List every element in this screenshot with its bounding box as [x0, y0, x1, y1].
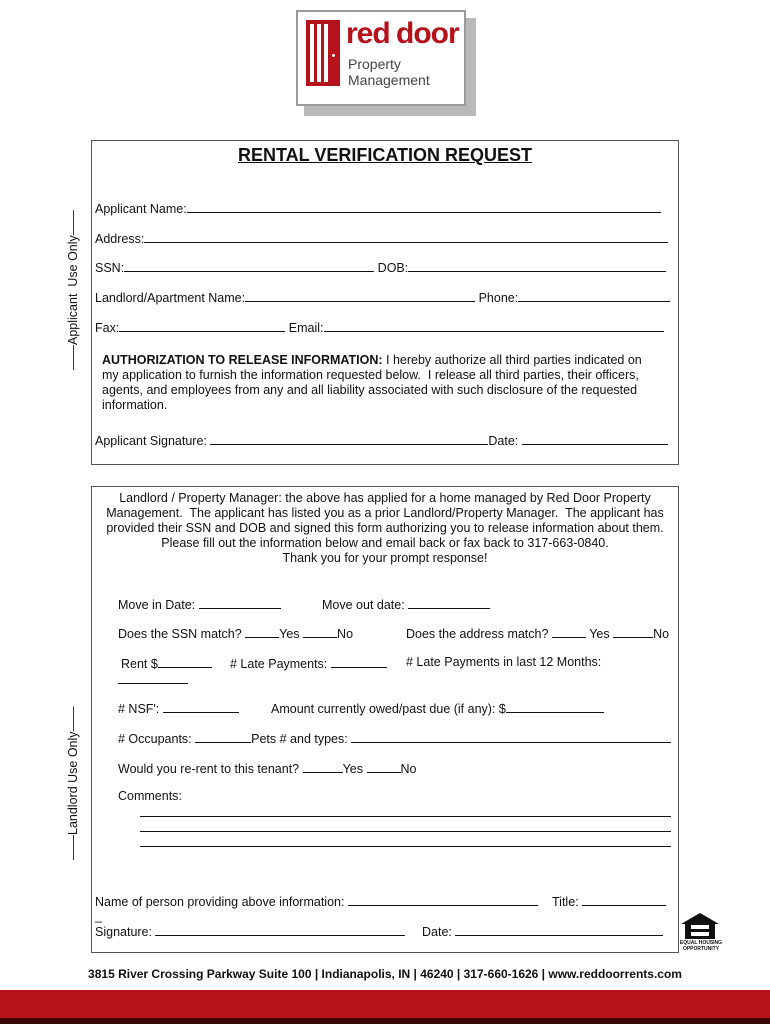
- page-title: RENTAL VERIFICATION REQUEST: [237, 145, 532, 165]
- rerent-no-field[interactable]: [367, 760, 401, 773]
- late-12-months-field[interactable]: [118, 683, 188, 684]
- landlord-name-field[interactable]: [245, 289, 475, 302]
- address-match-yes-field[interactable]: [552, 625, 586, 638]
- authorization-line-4: information.: [102, 398, 168, 412]
- move-out-field[interactable]: [408, 596, 490, 609]
- logo-word-door: door: [396, 17, 459, 50]
- applicant-date-field[interactable]: [522, 432, 668, 445]
- ssn-label: SSN:: [95, 261, 125, 275]
- landlord-date-label: Date:: [422, 925, 452, 939]
- nsf-row: [118, 700, 239, 717]
- provider-name-field[interactable]: [348, 893, 538, 906]
- dob-label: DOB:: [377, 261, 409, 275]
- applicant-signature-label: Applicant Signature:: [95, 434, 207, 448]
- provider-title-field[interactable]: [582, 893, 666, 906]
- ssn-match-yes-field[interactable]: [245, 625, 279, 638]
- dob-field[interactable]: [408, 259, 666, 272]
- provider-name-row: [95, 893, 538, 910]
- amount-owed-label: Amount currently owed/past due (if any): $: [271, 702, 506, 716]
- landlord-signature-label: Signature:: [95, 925, 152, 939]
- phone-label: Phone:: [478, 291, 519, 305]
- address-row: [95, 230, 668, 247]
- rerent-yes-field[interactable]: [303, 760, 343, 773]
- pets-label: Pets # and types:: [251, 732, 348, 746]
- occupants-field[interactable]: [195, 730, 251, 743]
- move-in-row: [118, 596, 281, 613]
- fax-field[interactable]: [119, 319, 285, 332]
- landlord-intro-line-5: Thank you for your prompt response!: [282, 551, 488, 565]
- move-out-row: [322, 596, 490, 613]
- logo-line-property: Property: [348, 56, 401, 72]
- fax-email-row: [95, 319, 664, 336]
- address-field[interactable]: [144, 230, 668, 243]
- rerent-row: Would you re-rent to this tenant? Yes No: [118, 762, 417, 776]
- amount-owed-field[interactable]: [506, 700, 604, 713]
- rent-field[interactable]: [158, 655, 212, 668]
- email-field[interactable]: [324, 319, 664, 332]
- applicant-signature-field[interactable]: [210, 432, 488, 445]
- move-in-field[interactable]: [199, 596, 281, 609]
- provider-title-label: Title:: [552, 895, 579, 909]
- logo-card: [296, 10, 466, 106]
- landlord-signature-row: [95, 923, 405, 940]
- ssn-dob-row: [95, 259, 666, 276]
- applicant-use-only-label: ——Applicant Use Only——: [66, 210, 80, 370]
- occupants-label: # Occupants:: [118, 732, 192, 746]
- ssn-match-label: Does the SSN match?: [118, 627, 242, 641]
- applicant-signature-row: [95, 432, 668, 449]
- nsf-field[interactable]: [163, 700, 239, 713]
- address-label: Address:: [95, 232, 145, 246]
- comments-line-3[interactable]: [140, 846, 671, 847]
- authorization-line-2: my application to furnish the information requested below. I release all third parties, their officers,: [102, 368, 639, 382]
- company-logo: [296, 10, 474, 110]
- authorization-line-3: agents, and employees from any and all liability associated with such disclosure of the requested: [102, 383, 638, 397]
- landlord-phone-row: [95, 289, 670, 306]
- phone-field[interactable]: [518, 289, 670, 302]
- authorization-line-1: AUTHORIZATION TO RELEASE INFORMATION: I hereby authorize all third parties indicated on: [102, 353, 642, 367]
- occupants-row: [118, 730, 671, 747]
- address-match-row: Does the address match? Yes No: [406, 627, 670, 641]
- ssn-field[interactable]: [124, 259, 374, 272]
- rerent-label: Would you re-rent to this tenant?: [118, 762, 300, 776]
- late-12-months-label: # Late Payments in last 12 Months:: [406, 655, 602, 669]
- email-label: Email:: [288, 321, 324, 335]
- landlord-date-field[interactable]: [455, 923, 663, 936]
- landlord-signature-field[interactable]: [155, 923, 405, 936]
- red-door-icon: [306, 20, 340, 86]
- ssn-match-no-field[interactable]: [303, 625, 337, 638]
- provider-name-label: Name of person providing above information:: [95, 895, 345, 909]
- landlord-intro-line-3: provided their SSN and DOB and signed this form authorizing you to release information about them.: [106, 521, 664, 535]
- applicant-name-label: Applicant Name:: [95, 202, 187, 216]
- address-match-no-field[interactable]: [613, 625, 653, 638]
- rent-label: Rent $: [121, 657, 158, 671]
- late-payments-label: # Late Payments:: [230, 657, 328, 671]
- provider-title-row: [552, 893, 666, 910]
- applicant-name-field[interactable]: [187, 200, 661, 213]
- logo-line-management: Management: [348, 72, 430, 88]
- stray-dash: _: [95, 909, 102, 923]
- late-payments-field[interactable]: [331, 655, 387, 668]
- ssn-match-row: Does the SSN match? Yes No: [118, 627, 354, 641]
- landlord-intro-line-2: Management. The applicant has listed you as a prior Landlord/Property Manager. The applicant has: [106, 506, 664, 520]
- logo-word-red: red: [346, 17, 390, 50]
- amount-owed-row: [271, 700, 604, 717]
- equal-housing-caption: EQUAL HOUSING OPPORTUNITY: [679, 940, 723, 952]
- applicant-name-row: [95, 200, 661, 217]
- footer-bar-shadow: [0, 1018, 770, 1024]
- rent-row: [121, 655, 212, 672]
- comments-line-2[interactable]: [140, 831, 671, 832]
- comments-label: Comments:: [118, 789, 182, 803]
- fax-label: Fax:: [95, 321, 120, 335]
- move-in-label: Move in Date:: [118, 598, 196, 612]
- landlord-name-label: Landlord/Apartment Name:: [95, 291, 246, 305]
- comments-line-1[interactable]: [140, 816, 671, 817]
- late-payments-row: [230, 655, 387, 672]
- pets-field[interactable]: [351, 730, 671, 743]
- landlord-date-row: [422, 923, 663, 940]
- applicant-date-label: Date:: [488, 434, 519, 448]
- landlord-intro-line-1: Landlord / Property Manager: the above has applied for a home managed by Red Door Property: [119, 491, 651, 505]
- footer-contact-info: 3815 River Crossing Parkway Suite 100 | Indianapolis, IN | 46240 | 317-660-1626 | www.reddoorrents.com: [88, 967, 682, 981]
- landlord-intro-line-4: Please fill out the information below and email back or fax back to 317-663-0840.: [161, 536, 609, 550]
- landlord-use-only-label: ——Landlord Use Only——: [66, 706, 80, 860]
- authorization-heading: AUTHORIZATION TO RELEASE INFORMATION:: [102, 353, 383, 367]
- move-out-label: Move out date:: [322, 598, 405, 612]
- nsf-label: # NSF':: [118, 702, 160, 716]
- address-match-label: Does the address match?: [406, 627, 549, 641]
